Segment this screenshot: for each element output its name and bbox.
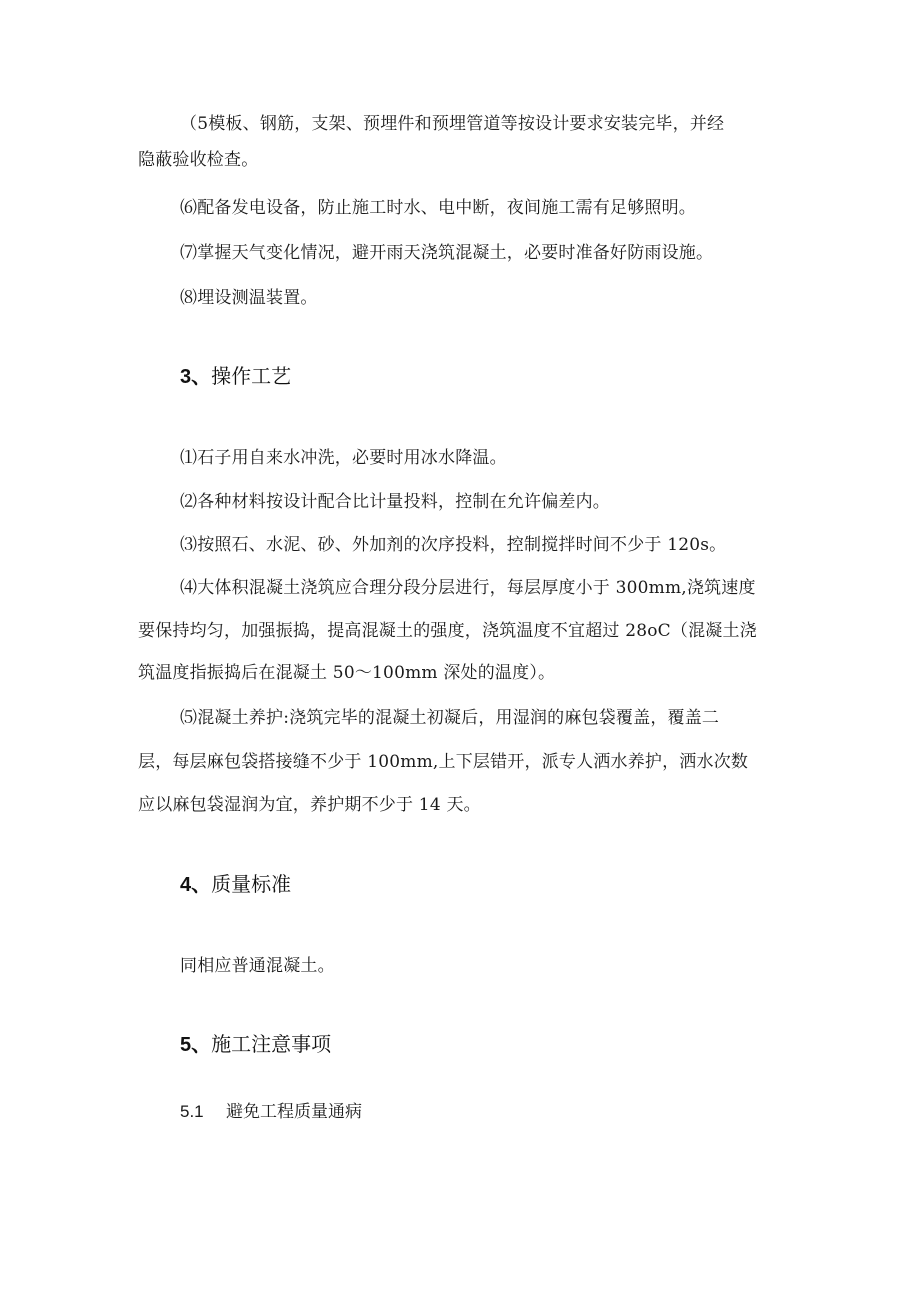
process-item-1: ⑴石子用自来水冲洗，必要时用冰水降温。 [180, 448, 507, 468]
process-item-5-line-3: 应以麻包袋湿润为宜，养护期不少于 14 天。 [138, 795, 481, 815]
process-item-2: ⑵各种材料按设计配合比计量投料，控制在允许偏差内。 [180, 492, 610, 512]
process-item-5-line-2: 层，每层麻包袋搭接缝不少于 100mm,上下层错开，派专人洒水养护，洒水次数 [138, 752, 749, 772]
prep-item-8: ⑻埋设测温装置。 [180, 288, 318, 308]
section-4-heading [180, 872, 291, 898]
section-5-title: 施工注意事项 [211, 1034, 332, 1056]
section-5-number: 5、 [180, 1034, 212, 1056]
prep-item-5-line-1: （5模板、钢筋，支架、预埋件和预埋管道等按设计要求安装完毕，并经 [180, 114, 725, 134]
prep-item-5-line-2: 隐蔽验收检查。 [138, 150, 259, 170]
process-item-4-line-2: 要保持均匀，加强振捣，提高混凝土的强度，浇筑温度不宜超过 28oC（混凝土浇 [138, 621, 757, 641]
subsection-5-1-title: 避免工程质量通病 [226, 1102, 362, 1122]
process-item-4-line-1: ⑷大体积混凝土浇筑应合理分段分层进行，每层厚度小于 300mm,浇筑速度 [180, 578, 756, 598]
prep-item-7: ⑺掌握天气变化情况，避开雨天浇筑混凝土，必要时准备好防雨设施。 [180, 243, 714, 263]
process-item-3: ⑶按照石、水泥、砂、外加剂的次序投料，控制搅拌时间不少于 120s。 [180, 535, 727, 555]
process-item-5-line-1: ⑸混凝土养护:浇筑完毕的混凝土初凝后，用湿润的麻包袋覆盖，覆盖二 [180, 708, 720, 728]
section-3-heading [180, 364, 291, 390]
section-3-number: 3、 [180, 366, 212, 388]
prep-item-6: ⑹配备发电设备，防止施工时水、电中断，夜间施工需有足够照明。 [180, 198, 696, 218]
section-4-text: 同相应普通混凝土。 [180, 956, 335, 976]
subsection-5-1-number: 5.1 [180, 1102, 204, 1121]
section-4-title: 质量标准 [211, 874, 292, 896]
process-item-4-line-3: 筑温度指振捣后在混凝土 50～100mm 深处的温度）。 [138, 663, 556, 683]
section-5-heading [180, 1032, 331, 1058]
section-3-title: 操作工艺 [211, 366, 292, 388]
section-4-number: 4、 [180, 874, 212, 896]
subsection-5-1 [180, 1100, 362, 1124]
